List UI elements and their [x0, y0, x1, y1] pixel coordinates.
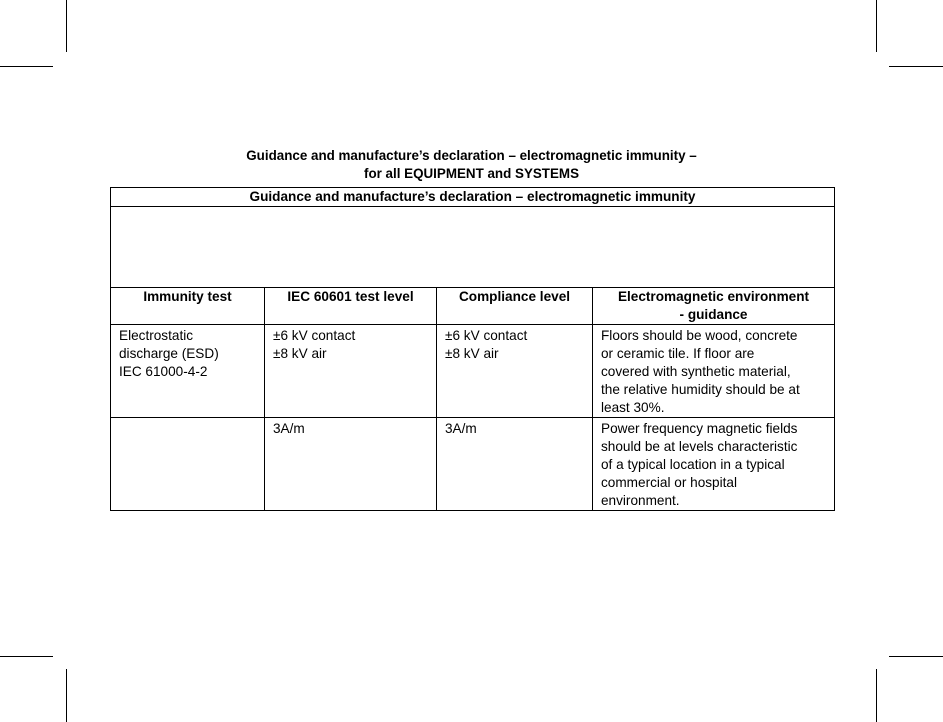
- table-title-row: [111, 188, 835, 207]
- table-row: [111, 418, 835, 511]
- cell-immunity-test: [111, 418, 265, 511]
- heading-line-2: for all EQUIPMENT and SYSTEMS: [363, 166, 580, 181]
- cell-guidance: [593, 418, 835, 511]
- crop-mark-bottom-left-vertical: [66, 669, 67, 722]
- cell-line: ±6 kV contact: [445, 328, 528, 343]
- crop-mark-top-right-horizontal: [889, 66, 943, 67]
- column-header-environment: [593, 288, 835, 325]
- document-heading: [110, 147, 833, 183]
- table-header-row: [111, 288, 835, 325]
- emc-immunity-table: [110, 187, 835, 511]
- cell-line: should be at levels characteristic: [601, 439, 798, 454]
- crop-mark-bottom-right-vertical: [876, 669, 877, 722]
- heading-line-1: Guidance and manufacture’s declaration – electromagnetic immunity –: [246, 148, 697, 163]
- env-header-line-2: - guidance: [679, 307, 748, 322]
- cell-line: 3A/m: [445, 421, 477, 436]
- cell-compliance: [437, 325, 593, 418]
- table-title: Guidance and manufacture’s declaration – electromagnetic immunity: [111, 188, 835, 207]
- column-header-immunity-test: Immunity test: [111, 288, 265, 325]
- crop-mark-top-left-horizontal: [0, 66, 53, 67]
- crop-mark-top-right-vertical: [876, 0, 877, 52]
- cell-line: discharge (ESD): [119, 346, 219, 361]
- env-header-line-1: Electromagnetic environment: [617, 289, 810, 304]
- cell-line: Power frequency magnetic fields: [601, 421, 798, 436]
- cell-line: ±6 kV contact: [273, 328, 356, 343]
- table-intro: [111, 207, 835, 288]
- cell-iec-level: [265, 325, 437, 418]
- cell-line: Electrostatic: [119, 328, 194, 343]
- cell-immunity-test: [111, 325, 265, 418]
- column-header-compliance: Compliance level: [437, 288, 593, 325]
- crop-mark-top-left-vertical: [66, 0, 67, 52]
- cell-compliance: [437, 418, 593, 511]
- cell-line: IEC 61000-4-2: [119, 364, 208, 379]
- cell-line: environment.: [601, 493, 680, 508]
- cell-iec-level: [265, 418, 437, 511]
- cell-line: least 30%.: [601, 400, 665, 415]
- table-row: [111, 325, 835, 418]
- cell-line: covered with synthetic material,: [601, 364, 791, 379]
- crop-mark-bottom-left-horizontal: [0, 656, 53, 657]
- cell-guidance: [593, 325, 835, 418]
- cell-line: ±8 kV air: [445, 346, 499, 361]
- column-header-iec-level: IEC 60601 test level: [265, 288, 437, 325]
- cell-line: the relative humidity should be at: [601, 382, 800, 397]
- cell-line: Floors should be wood, concrete: [601, 328, 798, 343]
- cell-line: 3A/m: [273, 421, 305, 436]
- crop-mark-bottom-right-horizontal: [889, 656, 943, 657]
- cell-line: of a typical location in a typical: [601, 457, 785, 472]
- cell-line: or ceramic tile. If floor are: [601, 346, 755, 361]
- cell-line: ±8 kV air: [273, 346, 327, 361]
- cell-line: commercial or hospital: [601, 475, 737, 490]
- table-intro-row: [111, 207, 835, 288]
